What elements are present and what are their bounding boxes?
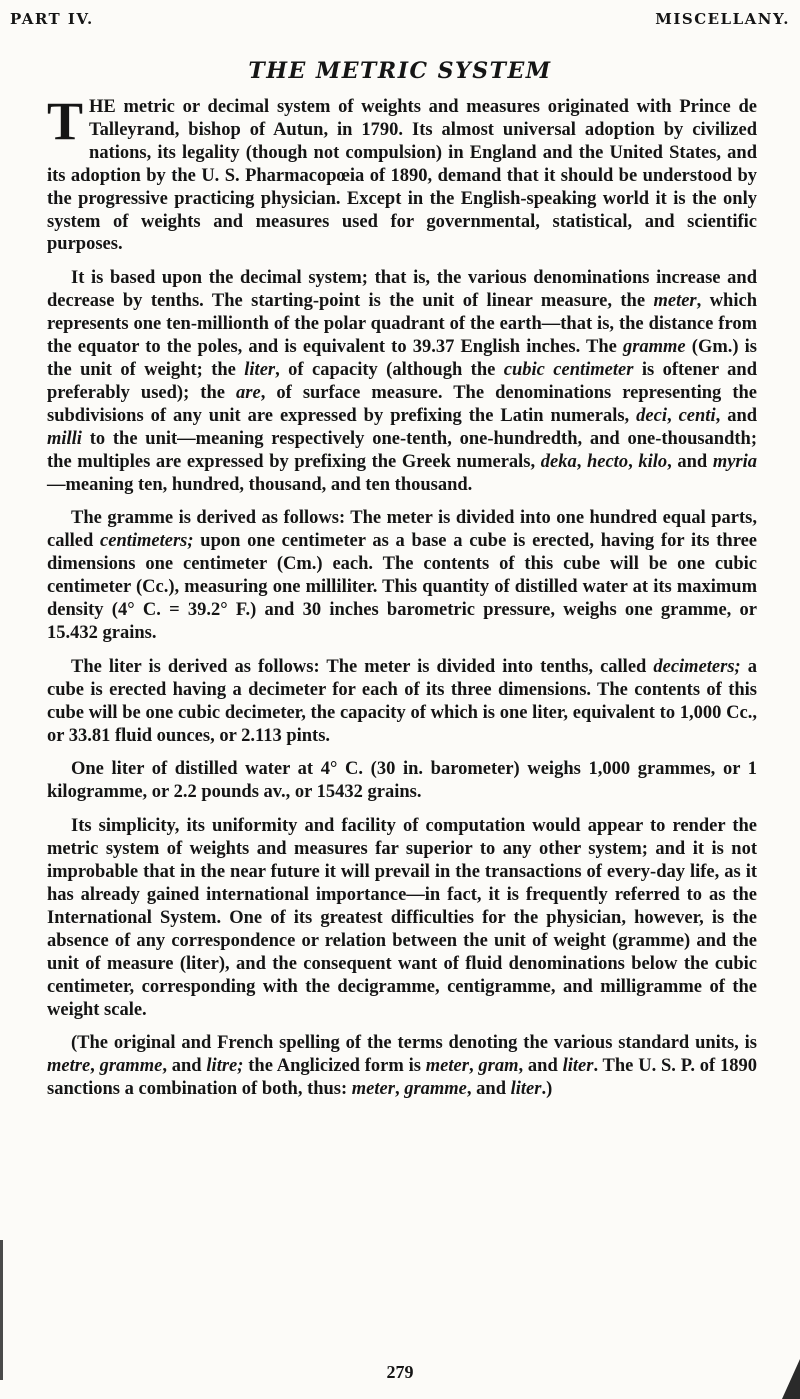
italic-term: decimeters; [653, 656, 741, 677]
paragraph [47, 758, 757, 804]
italic-term: gram [478, 1056, 519, 1077]
italic-term: centi [678, 405, 716, 426]
text-run: to the unit—meaning respectively one-tenth, one-hundredth, and one-thousandth; the multiples are expressed by prefixing the Greek numerals, [47, 428, 757, 472]
text-run: (Gm.) is the unit of weight; the [47, 337, 757, 380]
italic-term: milli [47, 428, 82, 449]
italic-term: meter [425, 1056, 469, 1077]
paragraph [47, 267, 757, 496]
text-run: Its simplicity, its uniformity and facility of computation would appear to render the metric system of weights and measures far superior to any other system; and it is not improbable that in the near future it will prevail in the transactions of every-day life, as it has already gained international importance—in fact, it is frequently referred to as the International System. One of its greatest difficulties for the physician, however, is the absence of any correspondence or relation between the unit of weight (gramme) and the unit of measure (liter), and the consequent want of fluid denominations below the cubic centimeter, corresponding with the decigramme, centigramme, and milligramme of the weight scale. [47, 816, 757, 1020]
italic-term: hecto [586, 451, 629, 472]
text-run: , and [466, 1079, 511, 1100]
text-run: One liter of distilled water at 4° C. (30 in. barometer) weighs 1,000 grammes, or 1 kilogramme, or 2.2 pounds av., or 15432 grains. [47, 759, 757, 803]
paragraph [47, 1032, 757, 1101]
text-run: , and [162, 1056, 207, 1077]
text-run: The gramme is derived as follows: The meter is divided into one hundred equal parts, called [47, 508, 757, 552]
page-title: THE METRIC SYSTEM [248, 58, 552, 84]
text-run: —meaning ten, hundred, thousand, and ten thousand. [47, 474, 473, 495]
italic-term: kilo [638, 451, 668, 472]
italic-term: myria [712, 451, 758, 472]
italic-term: cubic centimeter [503, 359, 634, 380]
italic-term: liter [562, 1056, 594, 1077]
page-edge-shadow [0, 1240, 3, 1380]
italic-term: deci [636, 405, 667, 426]
header-section: MISCELLANY. [655, 10, 790, 28]
text-run: the Anglicized form is [243, 1056, 426, 1077]
paragraph [47, 507, 757, 644]
header-part: PART IV. [10, 10, 94, 28]
text-run: It is based upon the decimal system; that is, the various denominations increase and decrease by tenths. The starting-point is the unit of linear measure, the [47, 268, 757, 312]
italic-term: litre; [206, 1056, 244, 1077]
drop-cap: T [47, 91, 84, 151]
paragraph [47, 815, 757, 1021]
text-run: upon one centimeter as a base a cube is erected, having for its three dimensions one centimeter (Cm.) each. The contents of this cube will be one cubic centimeter (Cc.), measuring one milliliter. This quantity of distilled water at its maximum density (4° C. = 39.2° F.) and 30 inches barometric pressure, weighs one gramme, or 15.432 grains. [47, 531, 757, 643]
text-run: , of surface measure. The denominations representing the subdivisions of any unit are expressed by prefixing the Latin numerals, [47, 382, 758, 426]
paragraph [47, 656, 757, 748]
text-run: a cube is erected having a decimeter for each of its three dimensions. The contents of this cube will be one cubic decimeter, the capacity of which is one liter, equivalent to 1,000 Cc., or 33.81 fluid ounces, or 2.113 pints. [47, 656, 757, 746]
text-run: , of capacity (although the [275, 359, 504, 380]
italic-term: gramme [99, 1056, 163, 1077]
text-run: is oftener and preferably used); the [47, 359, 758, 403]
italic-term: liter [244, 359, 276, 380]
page-number: 279 [386, 1362, 414, 1382]
italic-term: gramme [622, 337, 686, 358]
text-run: , and [715, 405, 758, 426]
text-run: The liter is derived as follows: The meter is divided into tenths, called [71, 656, 654, 677]
text-run: , and [667, 451, 713, 472]
text-run: , [628, 451, 639, 472]
text-run: , and [518, 1056, 563, 1077]
text-run: , [394, 1079, 405, 1100]
text-run: , which represents one ten-millionth of the polar quadrant of the earth—that is, the distance from the equator to the poles, and is equivalent to 39.37 English inches. The [47, 291, 757, 358]
italic-term: meter [653, 291, 697, 312]
italic-term: are [236, 382, 261, 403]
text-run: , [576, 451, 587, 472]
italic-term: deka [540, 451, 577, 472]
italic-term: meter [351, 1079, 395, 1100]
italic-term: metre [47, 1056, 91, 1077]
text-run: , [468, 1056, 479, 1077]
text-run: . The U. S. P. of 1890 sanctions a combination of both, thus: [47, 1056, 758, 1100]
italic-term: liter [510, 1079, 542, 1100]
text-run: , [666, 405, 679, 426]
article-body [47, 91, 758, 1112]
text-run: (The original and French spelling of the terms denoting the various standard units, is [71, 1033, 757, 1054]
text-run: HE metric or decimal system of weights and measures originated with Prince de Talleyrand, bishop of Autun, in 1790. Its almost universal adoption by civilized nations, its legality (though not compulsion) in England and the United States, and its adoption by the U. S. Pharmacopœia of 1890, demand that it should be understood by the progressive practicing physician. Except in the English-speaking world it is the only system of weights and measures used for governmental, statistical, and scientific purposes. [47, 97, 757, 255]
paragraph [47, 91, 757, 256]
running-header [10, 10, 790, 28]
page-corner-mark [778, 1359, 800, 1399]
italic-term: gramme [404, 1079, 467, 1100]
text-run: , [90, 1056, 100, 1077]
italic-term: centimeters; [100, 531, 194, 552]
text-run: .) [541, 1079, 553, 1100]
